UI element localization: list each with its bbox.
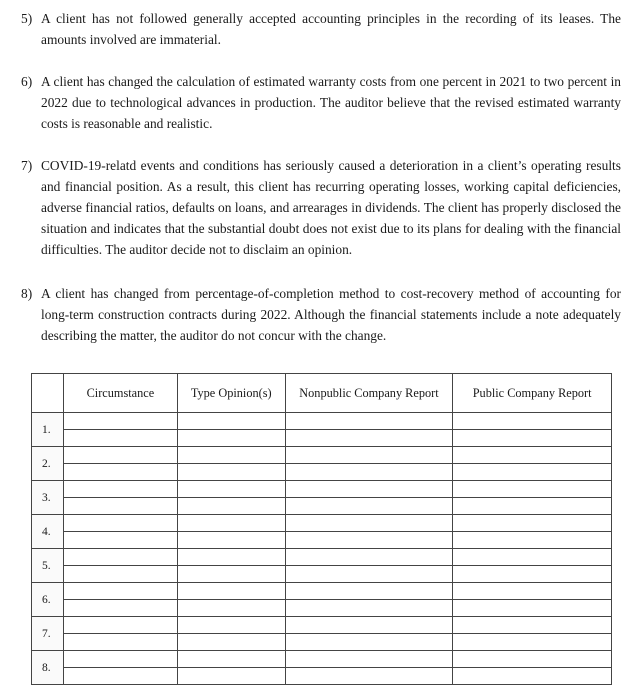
answer-cell[interactable] [285, 464, 453, 481]
answer-cell[interactable] [177, 515, 285, 532]
table-row [32, 447, 612, 464]
table-row [32, 600, 612, 617]
answer-cell[interactable] [63, 600, 177, 617]
answer-cell[interactable] [177, 566, 285, 583]
answer-cell[interactable] [63, 634, 177, 651]
question-7 [21, 155, 621, 260]
answer-cell[interactable] [63, 413, 177, 430]
answer-cell[interactable] [177, 447, 285, 464]
question-8 [21, 283, 621, 346]
question-text: A client has changed from percentage-of-completion method to cost-recovery method of accounting for long-term construction contracts during 2022. Although the financial statements include a note adequately describing the matter, the auditor do not concur with the change. [41, 286, 621, 343]
answer-cell[interactable] [63, 617, 177, 634]
answer-cell[interactable] [177, 464, 285, 481]
answer-cell[interactable] [177, 498, 285, 515]
table-row [32, 583, 612, 600]
answer-cell[interactable] [63, 464, 177, 481]
answer-cell[interactable] [63, 566, 177, 583]
answer-cell[interactable] [453, 481, 612, 498]
answer-cell[interactable] [285, 668, 453, 685]
table-row [32, 498, 612, 515]
table-row [32, 668, 612, 685]
question-number: 8) [21, 286, 33, 301]
row-number: 3. [32, 481, 64, 515]
row-number: 5. [32, 549, 64, 583]
row-number: 6. [32, 583, 64, 617]
table-row [32, 617, 612, 634]
answer-cell[interactable] [453, 498, 612, 515]
answer-cell[interactable] [177, 481, 285, 498]
table-header-row [32, 374, 612, 413]
row-number: 7. [32, 617, 64, 651]
question-text: COVID-19-relatd events and conditions has seriously caused a deterioration in a client’s operating results and financial position. As a result, this client has recurring operating losses, working capital deficiencies, adverse financial ratios, defaults on loans, and arrearages in dividends. The client has properly disclosed the situation and indicates that the substantial doubt does not exist due to its plans for dealing with the financial difficulties. The auditor decide not to disclaim an opinion. [41, 158, 621, 257]
table-row [32, 481, 612, 498]
answer-cell[interactable] [63, 498, 177, 515]
answer-cell[interactable] [453, 566, 612, 583]
answer-cell[interactable] [177, 634, 285, 651]
header-cell: Public Company Report [453, 374, 612, 413]
row-number: 1. [32, 413, 64, 447]
answer-cell[interactable] [63, 668, 177, 685]
answer-cell[interactable] [63, 651, 177, 668]
answer-cell[interactable] [453, 617, 612, 634]
table-body [32, 413, 612, 685]
table-row [32, 532, 612, 549]
answer-cell[interactable] [285, 430, 453, 447]
answer-cell[interactable] [285, 498, 453, 515]
row-number: 4. [32, 515, 64, 549]
answer-cell[interactable] [285, 532, 453, 549]
answer-cell[interactable] [453, 549, 612, 566]
row-number: 2. [32, 447, 64, 481]
answer-cell[interactable] [285, 634, 453, 651]
answer-cell[interactable] [453, 600, 612, 617]
answer-cell[interactable] [453, 668, 612, 685]
table-row [32, 430, 612, 447]
answer-cell[interactable] [63, 549, 177, 566]
answer-cell[interactable] [63, 447, 177, 464]
table-row [32, 651, 612, 668]
answer-cell[interactable] [285, 413, 453, 430]
answer-cell[interactable] [177, 532, 285, 549]
answer-cell[interactable] [285, 583, 453, 600]
answer-cell[interactable] [63, 430, 177, 447]
header-cell: Nonpublic Company Report [285, 374, 453, 413]
answer-cell[interactable] [285, 600, 453, 617]
answer-cell[interactable] [63, 515, 177, 532]
question-5 [21, 8, 621, 50]
answer-cell[interactable] [453, 464, 612, 481]
answer-cell[interactable] [177, 549, 285, 566]
question-text: A client has not followed generally accepted accounting principles in the recording of its leases. The amounts involved are immaterial. [41, 11, 621, 47]
table-row [32, 413, 612, 430]
header-cell [32, 374, 64, 413]
answer-cell[interactable] [453, 515, 612, 532]
answer-cell[interactable] [285, 617, 453, 634]
answer-cell[interactable] [285, 481, 453, 498]
answer-cell[interactable] [177, 413, 285, 430]
answer-cell[interactable] [177, 651, 285, 668]
answer-cell[interactable] [63, 481, 177, 498]
answer-cell[interactable] [453, 413, 612, 430]
question-number: 7) [21, 158, 33, 173]
header-cell: Circumstance [63, 374, 177, 413]
answer-cell[interactable] [285, 651, 453, 668]
answer-cell[interactable] [285, 515, 453, 532]
row-number: 8. [32, 651, 64, 685]
answer-cell[interactable] [453, 532, 612, 549]
answer-cell[interactable] [453, 634, 612, 651]
table-row [32, 464, 612, 481]
header-cell: Type Opinion(s) [177, 374, 285, 413]
question-6 [21, 71, 621, 134]
question-text: A client has changed the calculation of estimated warranty costs from one percent in 2021 to two percent in 2022 due to technological advances in production. The auditor believe that the revised estimated warranty costs is reasonable and realistic. [41, 74, 621, 131]
answer-cell[interactable] [63, 583, 177, 600]
answer-cell[interactable] [177, 668, 285, 685]
answer-table [31, 373, 612, 685]
answer-cell[interactable] [453, 447, 612, 464]
answer-cell[interactable] [453, 651, 612, 668]
table-row [32, 566, 612, 583]
answer-cell[interactable] [453, 430, 612, 447]
question-number: 5) [21, 11, 33, 26]
table-row [32, 634, 612, 651]
answer-cell[interactable] [177, 617, 285, 634]
answer-cell[interactable] [285, 566, 453, 583]
answer-cell[interactable] [63, 532, 177, 549]
table-row [32, 515, 612, 532]
answer-cell[interactable] [177, 600, 285, 617]
answer-cell[interactable] [285, 549, 453, 566]
question-number: 6) [21, 74, 33, 89]
table-row [32, 549, 612, 566]
answer-cell[interactable] [453, 583, 612, 600]
answer-cell[interactable] [177, 583, 285, 600]
answer-cell[interactable] [177, 430, 285, 447]
answer-cell[interactable] [285, 447, 453, 464]
